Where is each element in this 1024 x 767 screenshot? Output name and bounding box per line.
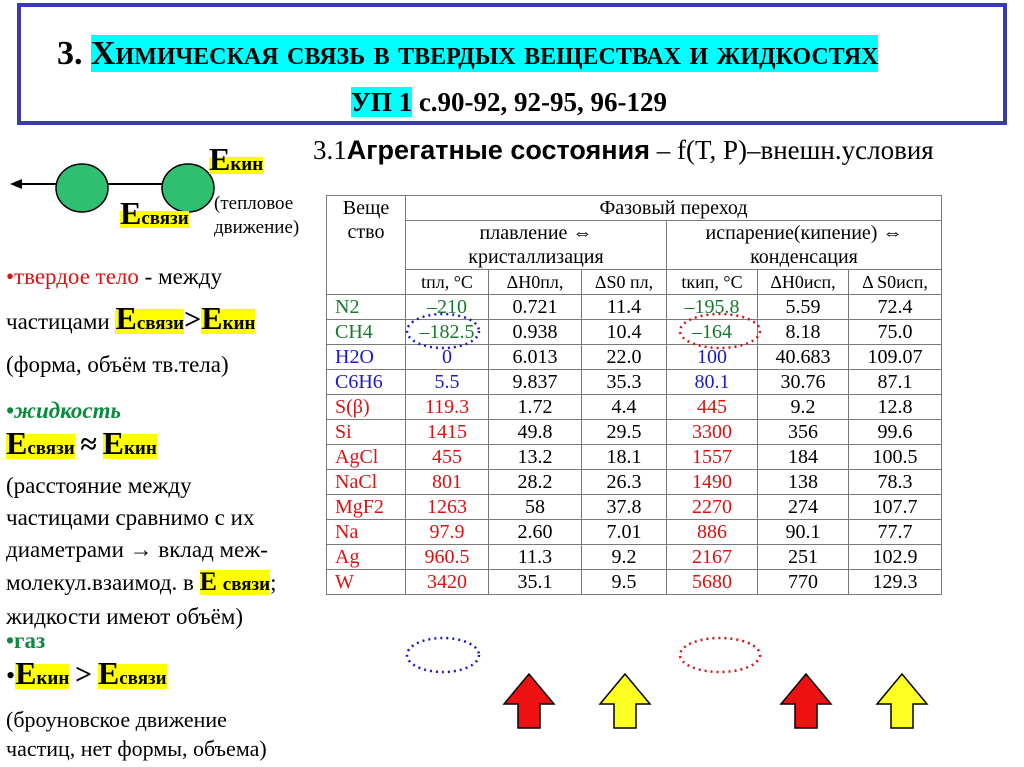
value-cell: 0.721 [489, 295, 582, 320]
table-row [327, 520, 942, 545]
substance-cell: Na [327, 520, 406, 545]
particle-circle-icon [56, 164, 108, 212]
thermal-note-2: движение) [214, 217, 300, 238]
boiling-header-1: испарение(кипение) ⇔ [705, 222, 903, 244]
value-cell: –195.8 [667, 295, 758, 320]
value-cell: 37.8 [582, 495, 667, 520]
title-reference [351, 87, 667, 118]
substance-cell: Ag [327, 545, 406, 570]
subtitle-heading: Агрегатные состояния [346, 135, 650, 165]
value-cell: 2270 [667, 495, 758, 520]
table-row [327, 395, 942, 420]
value-cell: 455 [406, 445, 489, 470]
melting-header [406, 221, 667, 270]
substance-cell: N2 [327, 295, 406, 320]
substance-cell: NaCl [327, 470, 406, 495]
gas-label: •газ [6, 628, 46, 653]
title-text: Химическая связь в твердых веществах и жидкостях [91, 35, 879, 72]
value-cell: 22.0 [582, 345, 667, 370]
value-cell: 4.4 [582, 395, 667, 420]
table-row [327, 420, 942, 445]
e-bond-sub: связи [27, 438, 75, 459]
value-cell: 49.8 [489, 420, 582, 445]
sub-header-t-boil: tкип, °C [667, 270, 758, 295]
melting-header-2: кристаллизация [468, 246, 604, 268]
value-cell: 274 [758, 495, 849, 520]
thermal-note [214, 192, 299, 240]
dotted-circle-icon [407, 638, 479, 672]
liquid-note-4-prefix: молекул.взаимод. в [6, 570, 200, 595]
substance-cell: S(β) [327, 395, 406, 420]
value-cell: 11.4 [582, 295, 667, 320]
liquid-note-4 [6, 566, 276, 601]
value-cell: 1.72 [489, 395, 582, 420]
value-cell: 100.5 [849, 445, 942, 470]
value-cell: 1490 [667, 470, 758, 495]
table-row [327, 445, 942, 470]
value-cell: 2.60 [489, 520, 582, 545]
e-bond-sub: связи [141, 208, 189, 229]
up-arrow-icon-yellow [877, 674, 927, 728]
table-row [327, 495, 942, 520]
value-cell: 1263 [406, 495, 489, 520]
value-cell: 9.837 [489, 370, 582, 395]
value-cell: 35.1 [489, 570, 582, 595]
e-bond-sub: связи [136, 313, 185, 334]
dotted-circle-icon [680, 638, 760, 672]
title-box [17, 3, 1007, 125]
value-cell: 356 [758, 420, 849, 445]
e-bond-sub: связи [119, 668, 167, 689]
value-cell: 184 [758, 445, 849, 470]
solid-prefix: частицами [6, 309, 116, 334]
value-cell: 87.1 [849, 370, 942, 395]
solid-rest: - между [144, 264, 222, 289]
up-arrow-icon-red [781, 674, 831, 728]
value-cell: –164 [667, 320, 758, 345]
sub-header-ds-boil: Δ S0исп, [849, 270, 942, 295]
value-cell: 10.4 [582, 320, 667, 345]
e-kin-sub: кин [36, 668, 70, 689]
liquid-note-1: (расстояние между [6, 473, 192, 498]
table-row [327, 320, 942, 345]
e-kin-sub: кин [123, 438, 157, 459]
title-number: 3. [57, 35, 83, 72]
substance-header-2: ство [347, 221, 385, 243]
relation-gt: > [184, 303, 202, 336]
table-row [327, 570, 942, 595]
sub-header-dh-melt: ΔH0пл, [489, 270, 582, 295]
e-bond-letter: E [115, 300, 137, 336]
up-arrow-icon-yellow [600, 674, 650, 728]
value-cell: 18.1 [582, 445, 667, 470]
value-cell: 100 [667, 345, 758, 370]
value-cell: 26.3 [582, 470, 667, 495]
value-cell: 13.2 [489, 445, 582, 470]
solid-line [6, 264, 222, 290]
table-row [327, 370, 942, 395]
boiling-header [667, 221, 942, 270]
substance-cell: W [327, 570, 406, 595]
section-subtitle [313, 135, 934, 166]
e-kin-letter: E [209, 141, 231, 177]
value-cell: 35.3 [582, 370, 667, 395]
value-cell: 90.1 [758, 520, 849, 545]
value-cell: 77.7 [849, 520, 942, 545]
e-bond-letter: E [6, 425, 28, 461]
relation-gt: > [75, 658, 93, 691]
liquid-label: •жидкость [6, 398, 122, 423]
value-cell: 6.013 [489, 345, 582, 370]
value-cell: 29.5 [582, 420, 667, 445]
substance-header [327, 196, 406, 295]
value-cell: 960.5 [406, 545, 489, 570]
sub-header-dh-boil: ΔH0исп, [758, 270, 849, 295]
value-cell: 9.2 [582, 545, 667, 570]
value-cell: 97.9 [406, 520, 489, 545]
melting-header-1: плавление ⇔ [479, 222, 593, 244]
value-cell: 3300 [667, 420, 758, 445]
value-cell: 109.07 [849, 345, 942, 370]
value-cell: 0 [406, 345, 489, 370]
substance-cell: CH4 [327, 320, 406, 345]
e-kin-letter: E [15, 655, 37, 691]
e-bond-letter: E [120, 195, 142, 231]
liquid-note-5: жидкости имеют объём) [6, 604, 243, 629]
gas-note-2: частиц, нет формы, объема) [6, 736, 267, 761]
value-cell: 78.3 [849, 470, 942, 495]
value-cell: 28.2 [489, 470, 582, 495]
e-bond-label [120, 195, 189, 232]
e-kin-sub: кин [222, 313, 256, 334]
value-cell: 9.5 [582, 570, 667, 595]
page-title [57, 35, 878, 73]
liquid-note-2: частицами сравнимо с их [6, 505, 255, 530]
e-bond-letter: E [199, 567, 218, 596]
e-bond-sub: связи [222, 574, 271, 595]
value-cell: 9.2 [758, 395, 849, 420]
table-header-row [327, 221, 942, 270]
value-cell: 138 [758, 470, 849, 495]
relation-approx: ≈ [80, 428, 97, 461]
value-cell: 99.6 [849, 420, 942, 445]
value-cell: 119.3 [406, 395, 489, 420]
table-subheader-row [327, 270, 942, 295]
table-row [327, 470, 942, 495]
substance-cell: AgCl [327, 445, 406, 470]
ref-pages: с.90-92, 92-95, 96-129 [418, 87, 668, 117]
e-kin-label [209, 141, 263, 178]
boiling-header-2: конденсация [750, 246, 858, 268]
value-cell: 2167 [667, 545, 758, 570]
substance-cell: Si [327, 420, 406, 445]
value-cell: 251 [758, 545, 849, 570]
subtitle-rest: – f(T, P)–внешн.условия [656, 135, 934, 165]
liquid-note-3: диаметрами → вклад меж- [6, 537, 268, 562]
value-cell: 5.5 [406, 370, 489, 395]
ref-label: УП 1 [351, 87, 413, 117]
value-cell: 107.7 [849, 495, 942, 520]
value-cell: 0.938 [489, 320, 582, 345]
value-cell: 1415 [406, 420, 489, 445]
value-cell: 5.59 [758, 295, 849, 320]
value-cell: 75.0 [849, 320, 942, 345]
sub-header-ds-melt: ΔS0 пл, [582, 270, 667, 295]
value-cell: 11.3 [489, 545, 582, 570]
e-bond-letter: E [97, 655, 120, 691]
phase-header: Фазовый переход [406, 196, 942, 221]
value-cell: 40.683 [758, 345, 849, 370]
e-kin-letter: E [201, 300, 223, 336]
value-cell: 80.1 [667, 370, 758, 395]
gas-note-1: (броуновское движение [6, 707, 227, 732]
value-cell: 801 [406, 470, 489, 495]
table-row [327, 345, 942, 370]
value-cell: –210 [406, 295, 489, 320]
value-cell: –182.5 [406, 320, 489, 345]
substance-cell: C6H6 [327, 370, 406, 395]
value-cell: 445 [667, 395, 758, 420]
value-cell: 72.4 [849, 295, 942, 320]
table-row [327, 545, 942, 570]
table-header-row [327, 196, 942, 221]
value-cell: 12.8 [849, 395, 942, 420]
value-cell: 3420 [406, 570, 489, 595]
value-cell: 30.76 [758, 370, 849, 395]
e-kin-sub: кин [230, 154, 264, 175]
liquid-relation [6, 425, 157, 462]
subtitle-number: 3.1 [313, 135, 347, 165]
up-arrow-icon-red [504, 674, 554, 728]
substance-cell: H2O [327, 345, 406, 370]
value-cell: 770 [758, 570, 849, 595]
liquid-note [6, 470, 276, 633]
value-cell: 129.3 [849, 570, 942, 595]
arrows [0, 672, 1024, 767]
value-cell: 7.01 [582, 520, 667, 545]
value-cell: 102.9 [849, 545, 942, 570]
gas-bullet: • [6, 661, 16, 690]
value-cell: 8.18 [758, 320, 849, 345]
table-row [327, 295, 942, 320]
solid-label: •твердое тело [6, 264, 139, 289]
solid-relation [6, 300, 255, 337]
sub-header-t-melt: tпл, °C [406, 270, 489, 295]
value-cell: 5680 [667, 570, 758, 595]
phase-transition-table [326, 195, 942, 595]
value-cell: 58 [489, 495, 582, 520]
thermal-note-1: (тепловое [214, 193, 294, 214]
e-kin-letter: E [102, 425, 124, 461]
substance-cell: MgF2 [327, 495, 406, 520]
table-body [327, 295, 942, 595]
value-cell: 886 [667, 520, 758, 545]
liquid-note-4-suffix: ; [270, 570, 277, 595]
value-cell: 1557 [667, 445, 758, 470]
substance-header-1: Веще [342, 197, 390, 219]
solid-note: (форма, объём тв.тела) [6, 352, 229, 377]
